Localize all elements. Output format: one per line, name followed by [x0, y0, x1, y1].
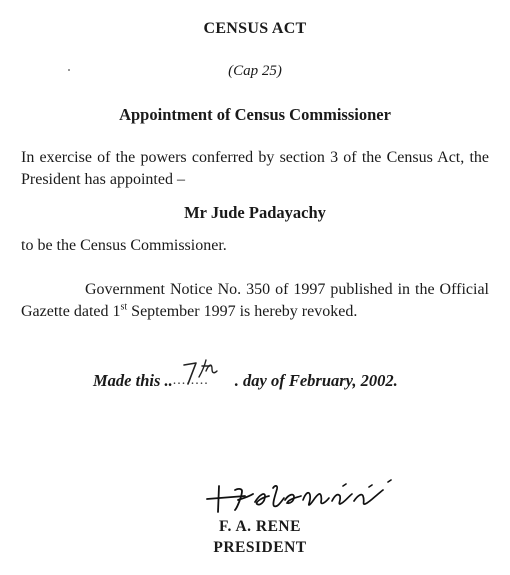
made-suffix: . day of February, 2002. [234, 371, 398, 390]
signer-name: F. A. RENE [219, 518, 301, 535]
made-date-line [93, 370, 398, 391]
revocation-text: Government Notice No. 350 of 1997 published in the Official Gazette dated 1 [21, 281, 489, 320]
signer-title: PRESIDENT [213, 539, 307, 556]
handwritten-day-mark [181, 358, 223, 388]
ordinal-suffix: st [120, 301, 128, 313]
paragraph-revocation [21, 279, 489, 323]
handwritten-day [173, 370, 235, 386]
paragraph-appointment: to be the Census Commissioner. [21, 237, 227, 254]
day-dots: ........ [172, 373, 209, 388]
appointee-name: Mr Jude Padayachy [184, 203, 326, 222]
paragraph-powers: In exercise of the powers conferred by section 3 of the Census Act, the President has appointed – [21, 149, 489, 188]
made-prefix: Made this .. [93, 371, 173, 390]
notice-heading: Appointment of Census Commissioner [119, 105, 391, 124]
act-title: CENSUS ACT [203, 20, 307, 37]
revocation-text-end: September 1997 is hereby revoked. [127, 303, 358, 320]
signature [205, 478, 395, 518]
chapter-reference: (Cap 25) [228, 63, 282, 79]
